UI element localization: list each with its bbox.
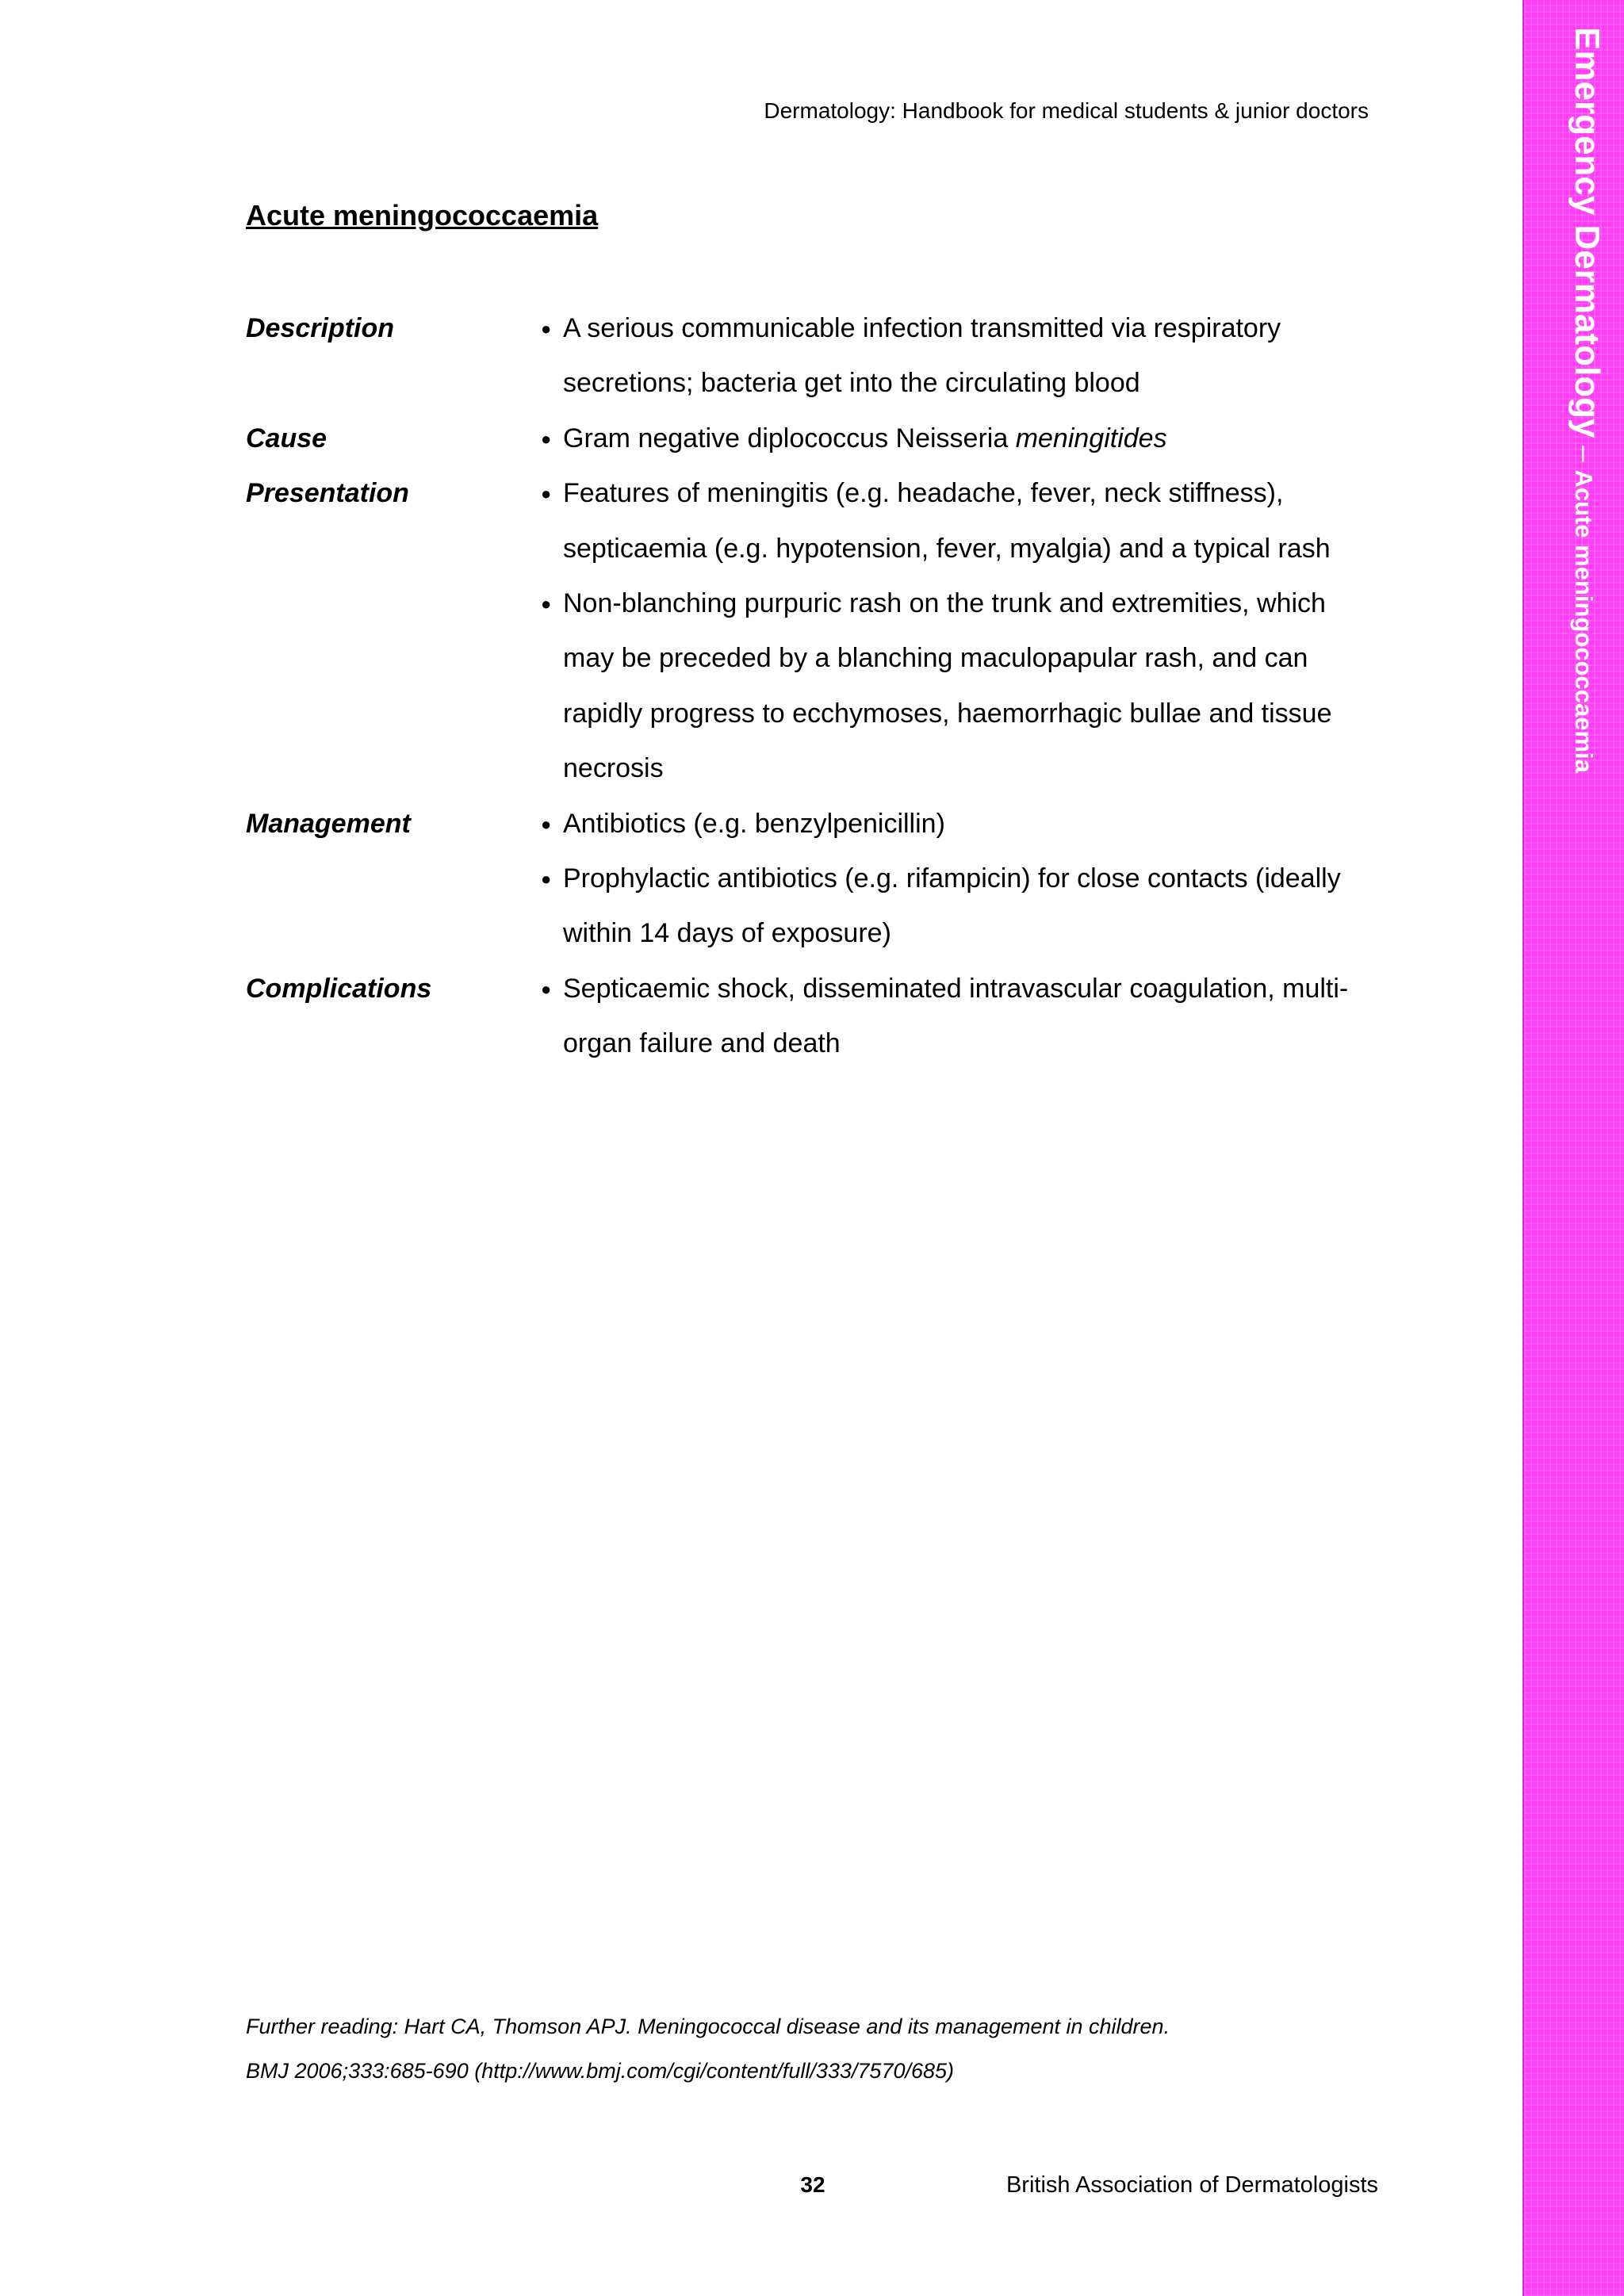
bullet-list: [541, 411, 1372, 466]
section-label: Description: [246, 313, 395, 343]
section-label: Cause: [246, 423, 327, 453]
section-cause: [246, 411, 1372, 466]
bullet-item: ● Non-blanching purpuric rash on the trunk and extremities, which may be preceded by a blanching maculopapular rash, and can rapidly progress to ecchymoses, haemorrhagic bullae and tissue necrosis: [541, 576, 1372, 797]
chapter-separator: –: [1569, 438, 1602, 470]
species-name: meningitides: [1015, 423, 1167, 453]
bullet-list: [541, 301, 1372, 411]
bullet-item: ● A serious communicable infection transmitted via respiratory secretions; bacteria get into the circulating blood: [541, 301, 1372, 411]
section-label: Complications: [246, 973, 432, 1004]
bullet-item: [541, 411, 1372, 466]
bullet-item: ● Septicaemic shock, disseminated intravascular coagulation, multi-organ failure and death: [541, 962, 1372, 1072]
chapter-topic: Acute meningococcaemia: [1570, 469, 1598, 773]
section-label: Management: [246, 808, 411, 839]
section-management: [246, 797, 1372, 962]
further-reading-line: Further reading: Hart CA, Thomson APJ. Meningococcal disease and its management in children.: [246, 2015, 1170, 2038]
section-label: Presentation: [246, 478, 409, 509]
bullet-item: ● Antibiotics (e.g. benzylpenicillin): [541, 797, 1372, 851]
chapter-tab-label: [1567, 27, 1607, 773]
bullet-list: [541, 466, 1372, 796]
further-reading: [246, 2004, 1170, 2093]
footer-organization: British Association of Dermatologists: [1005, 2172, 1378, 2198]
section-complications: [246, 962, 1372, 1072]
chapter-side-tab: [1522, 0, 1624, 2296]
page-number: 32: [800, 2172, 825, 2197]
bullet-list: [541, 962, 1372, 1072]
section-presentation: [246, 466, 1372, 796]
page-title: Acute meningococcaemia: [246, 199, 599, 232]
bullet-item: ● Features of meningitis (e.g. headache, fever, neck stiffness), septicaemia (e.g. hypotension, fever, myalgia) and a typical rash: [541, 466, 1372, 576]
bullet-item: ● Prophylactic antibiotics (e.g. rifampicin) for close contacts (ideally within 14 days of exposure): [541, 851, 1372, 962]
section-description: [246, 301, 1372, 411]
running-header: Dermatology: Handbook for medical students & junior doctors: [764, 98, 1369, 123]
further-reading-citation: BMJ 2006;333:685-690 (http://www.bmj.com/cgi/content/full/333/7570/685): [246, 2059, 955, 2083]
content-table: [246, 301, 1372, 1072]
bullet-list: [541, 797, 1372, 962]
chapter-name: Emergency Dermatology: [1568, 27, 1607, 438]
bullet-text: Gram negative diplococcus Neisseria: [563, 423, 1016, 453]
